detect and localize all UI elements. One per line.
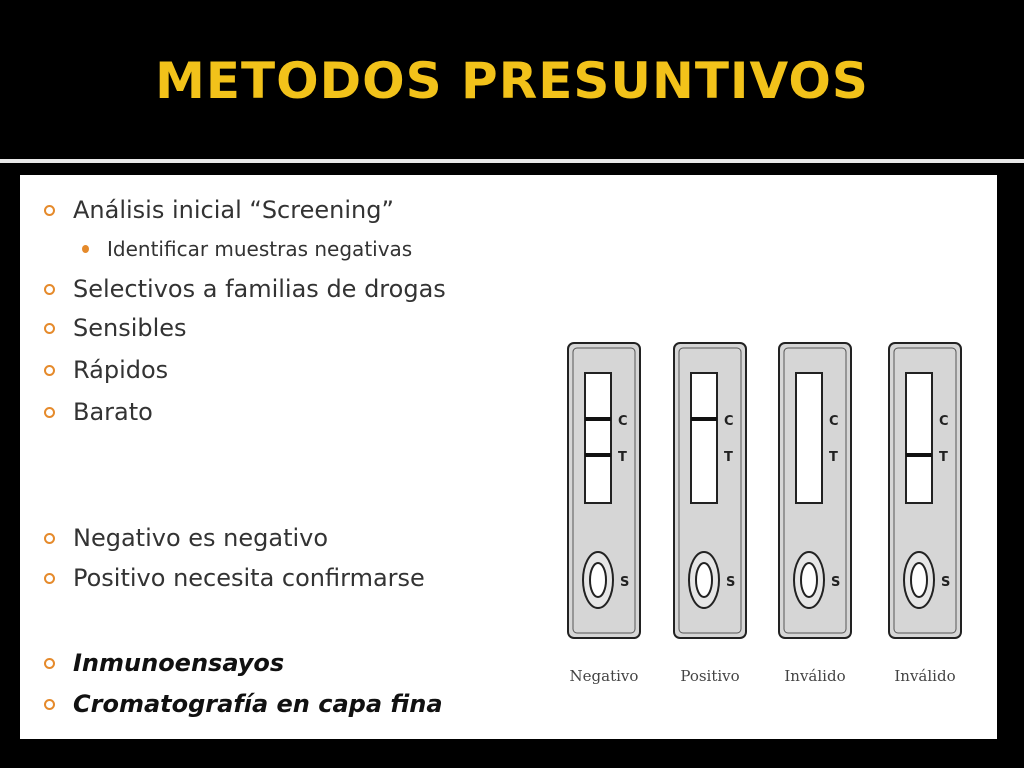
strip-label: Positivo	[680, 667, 740, 685]
sample-letter: S	[726, 575, 736, 590]
title-divider	[0, 159, 1024, 163]
test-strip	[779, 343, 851, 685]
sample-letter: S	[941, 575, 951, 590]
sample-well-inner	[696, 563, 712, 597]
sample-letter: S	[620, 575, 630, 590]
test-strip	[889, 343, 961, 685]
control-letter: C	[618, 414, 628, 429]
bullet-marker	[44, 284, 55, 295]
bullet-marker	[44, 365, 55, 376]
sample-well-inner	[801, 563, 817, 597]
strip-label: Inválido	[894, 667, 956, 685]
sub-bullet-marker	[82, 245, 89, 253]
test-line	[906, 453, 932, 457]
test-letter: T	[829, 450, 838, 465]
control-letter: C	[939, 414, 949, 429]
control-letter: C	[724, 414, 734, 429]
bullet-list: Análisis inicial “Screening” Identificar muestras negativas Selectivos a familias de drogas Sensibles Rápidos Barato Negativo es negativo Positivo necesita confirmarse Inmunoensayos Cromatografía en capa fina	[20, 175, 560, 735]
test-strip	[674, 343, 746, 685]
slide-title: METODOS PRESUNTIVOS	[155, 52, 869, 110]
sample-well-inner	[911, 563, 927, 597]
test-strip	[568, 343, 640, 685]
test-letter: T	[618, 450, 627, 465]
control-line	[585, 417, 611, 421]
bullet-marker	[44, 533, 55, 544]
test-strips-figure	[558, 335, 988, 695]
result-window	[906, 373, 932, 503]
result-window	[691, 373, 717, 503]
strip-label: Inválido	[784, 667, 846, 685]
control-letter: C	[829, 414, 839, 429]
result-window	[796, 373, 822, 503]
bullet-marker	[44, 573, 55, 584]
result-window	[585, 373, 611, 503]
sample-letter: S	[831, 575, 841, 590]
sample-well-inner	[590, 563, 606, 597]
bullet-marker	[44, 658, 55, 669]
test-letter: T	[724, 450, 733, 465]
test-line	[585, 453, 611, 457]
bullet-marker	[44, 407, 55, 418]
test-letter: T	[939, 450, 948, 465]
strip-label: Negativo	[569, 667, 639, 685]
bullet-marker	[44, 323, 55, 334]
slide-image	[20, 175, 997, 739]
control-line	[691, 417, 717, 421]
bullet-marker	[44, 699, 55, 710]
bullet-marker	[44, 205, 55, 216]
